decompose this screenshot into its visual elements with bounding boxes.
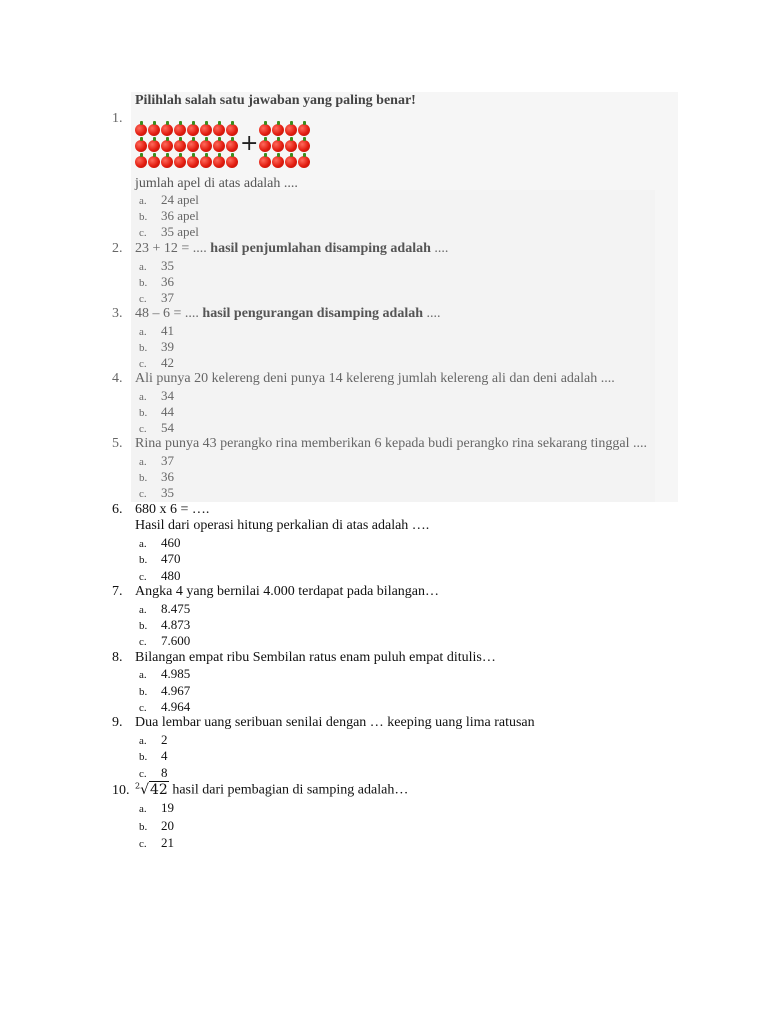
instructions-heading: Pilihlah salah satu jawaban yang paling benar! <box>135 93 416 108</box>
option-text: 36 apel <box>161 208 199 223</box>
option-letter: b. <box>139 751 148 763</box>
apple-icon <box>259 124 271 136</box>
question-number: 8. <box>112 650 123 665</box>
option-letter: c. <box>139 423 147 435</box>
apple-icon <box>298 156 310 168</box>
apple-icon <box>174 140 186 152</box>
question-text: Rina punya 43 perangko rina memberikan 6 kepada budi perangko rina sekarang tinggal .... <box>135 436 648 451</box>
option-b <box>139 208 199 224</box>
question-number: 7. <box>112 584 123 599</box>
option-text: 34 <box>161 388 174 403</box>
option-text: 8.475 <box>161 601 191 616</box>
option-c <box>139 765 168 781</box>
apple-icon <box>213 124 225 136</box>
apple-icon <box>272 124 284 136</box>
option-a <box>139 453 174 469</box>
apple-icon <box>200 124 212 136</box>
option-text: 36 <box>161 274 174 289</box>
option-a <box>139 388 174 404</box>
apple-icon <box>226 140 238 152</box>
question-3 <box>112 306 441 322</box>
question-number: 10. <box>112 782 130 798</box>
option-letter: b. <box>139 277 148 289</box>
option-letter: c. <box>139 636 147 648</box>
root-index: 2 <box>135 781 141 790</box>
question-6-subtext: Hasil dari operasi hitung perkalian di atas adalah …. <box>135 518 430 533</box>
apple-icon <box>285 156 297 168</box>
option-text: 2 <box>161 732 168 747</box>
question-bold-text: hasil penjumlahan disamping adalah <box>210 241 431 256</box>
option-b <box>139 404 174 420</box>
option-a <box>139 666 190 682</box>
option-a <box>139 800 174 816</box>
option-b <box>139 617 190 633</box>
option-c <box>139 633 190 649</box>
option-letter: b. <box>139 342 148 354</box>
option-c <box>139 568 181 584</box>
option-letter: c. <box>139 768 147 780</box>
option-c <box>139 420 174 436</box>
option-text: 37 <box>161 453 174 468</box>
option-text: 35 <box>161 258 174 273</box>
option-text: 35 <box>161 485 174 500</box>
option-b <box>139 551 181 567</box>
option-b <box>139 274 174 290</box>
apple-icon <box>226 124 238 136</box>
apple-icon <box>272 156 284 168</box>
root-value: 42 <box>150 781 168 798</box>
option-c <box>139 835 174 851</box>
question-text: 680 x 6 = …. <box>135 502 210 517</box>
apple-icon <box>161 140 173 152</box>
option-letter: a. <box>139 456 147 468</box>
option-text: 19 <box>161 800 174 815</box>
option-a <box>139 258 174 274</box>
apple-icon <box>272 140 284 152</box>
question-number: 6. <box>112 502 123 517</box>
question-number: 4. <box>112 371 123 386</box>
option-letter: b. <box>139 620 148 632</box>
question-1-text: jumlah apel di atas adalah .... <box>135 176 298 191</box>
apple-icon <box>174 156 186 168</box>
root-expression: $^2$√42 <box>135 781 168 798</box>
apple-icon <box>148 124 160 136</box>
option-letter: c. <box>139 488 147 500</box>
option-a <box>139 535 181 551</box>
option-letter: b. <box>139 554 148 566</box>
option-text: 480 <box>161 568 181 583</box>
option-letter: a. <box>139 538 147 550</box>
option-text: 21 <box>161 835 174 850</box>
question-text: Ali punya 20 kelereng deni punya 14 kelereng jumlah kelereng ali dan deni adalah .... <box>135 371 615 386</box>
option-text: 460 <box>161 535 181 550</box>
question-7 <box>112 584 439 600</box>
option-text: 4.985 <box>161 666 191 681</box>
option-b <box>139 748 168 764</box>
option-text: 36 <box>161 469 174 484</box>
option-c <box>139 224 199 240</box>
option-letter: a. <box>139 803 147 815</box>
question-text: hasil dari pembagian di samping adalah… <box>168 782 409 798</box>
option-b <box>139 339 174 355</box>
apple-icon <box>148 140 160 152</box>
option-c <box>139 290 174 306</box>
option-letter: a. <box>139 261 147 273</box>
question-number: 3. <box>112 306 123 321</box>
apple-icon <box>285 140 297 152</box>
option-b <box>139 469 174 485</box>
question-number: 5. <box>112 436 123 451</box>
option-text: 35 apel <box>161 224 199 239</box>
apple-icon <box>285 124 297 136</box>
option-text: 4.873 <box>161 617 191 632</box>
option-text: 41 <box>161 323 174 338</box>
option-text: 20 <box>161 818 174 833</box>
option-letter: b. <box>139 472 148 484</box>
question-5 <box>112 436 647 452</box>
apple-icon <box>187 156 199 168</box>
option-letter: c. <box>139 571 147 583</box>
option-letter: b. <box>139 407 148 419</box>
question-4 <box>112 371 615 387</box>
apple-icon <box>148 156 160 168</box>
option-c <box>139 699 190 715</box>
apple-icon <box>200 140 212 152</box>
plus-sign: + <box>240 131 259 156</box>
question-9 <box>112 715 535 731</box>
option-text: 54 <box>161 420 174 435</box>
option-letter: a. <box>139 669 147 681</box>
apple-icon <box>200 156 212 168</box>
option-letter: c. <box>139 838 147 850</box>
option-b <box>139 818 174 834</box>
apple-icon <box>213 156 225 168</box>
option-text: 4.964 <box>161 699 191 714</box>
question-tail: .... <box>430 241 449 256</box>
option-text: 24 apel <box>161 192 199 207</box>
option-text: 4.967 <box>161 683 191 698</box>
question-text: 48 – 6 = .... <box>135 306 203 321</box>
question-bold-text: hasil pengurangan disamping adalah <box>202 306 423 321</box>
question-text: 23 + 12 = .... <box>135 241 211 256</box>
option-text: 39 <box>161 339 174 354</box>
option-letter: c. <box>139 227 147 239</box>
option-letter: a. <box>139 391 147 403</box>
option-text: 8 <box>161 765 168 780</box>
apple-icon <box>161 124 173 136</box>
option-c <box>139 485 174 501</box>
option-letter: c. <box>139 702 147 714</box>
option-letter: a. <box>139 735 147 747</box>
option-text: 37 <box>161 290 174 305</box>
apple-icon <box>161 156 173 168</box>
option-a <box>139 192 199 208</box>
question-6 <box>112 502 209 518</box>
option-letter: c. <box>139 358 147 370</box>
apple-icon <box>298 140 310 152</box>
option-text: 44 <box>161 404 174 419</box>
question-2 <box>112 241 448 257</box>
question-text: Bilangan empat ribu Sembilan ratus enam puluh empat ditulis… <box>135 650 496 665</box>
option-c <box>139 355 174 371</box>
question-8 <box>112 650 496 666</box>
option-letter: a. <box>139 195 147 207</box>
option-letter: b. <box>139 821 148 833</box>
apple-icon <box>213 140 225 152</box>
apple-icon <box>187 124 199 136</box>
option-a <box>139 601 190 617</box>
option-text: 7.600 <box>161 633 191 648</box>
option-letter: b. <box>139 686 148 698</box>
apple-icon <box>259 140 271 152</box>
question-10 <box>112 781 408 799</box>
apple-icon <box>174 124 186 136</box>
option-a <box>139 732 168 748</box>
option-letter: a. <box>139 604 147 616</box>
apple-icon <box>135 156 147 168</box>
option-letter: b. <box>139 211 148 223</box>
apple-icon <box>298 124 310 136</box>
apple-icon <box>135 124 147 136</box>
option-a <box>139 323 174 339</box>
question-1 <box>112 111 135 127</box>
apple-icon <box>259 156 271 168</box>
question-number: 1. <box>112 111 123 126</box>
option-letter: c. <box>139 293 147 305</box>
apples-figure <box>135 121 315 173</box>
question-text: Dua lembar uang seribuan senilai dengan … keeping uang lima ratusan <box>135 715 535 730</box>
option-b <box>139 683 190 699</box>
option-text: 4 <box>161 748 168 763</box>
question-tail: .... <box>423 306 441 321</box>
option-text: 42 <box>161 355 174 370</box>
question-text: Angka 4 yang bernilai 4.000 terdapat pada bilangan… <box>135 584 440 599</box>
question-number: 9. <box>112 715 123 730</box>
option-letter: a. <box>139 326 147 338</box>
apple-icon <box>187 140 199 152</box>
option-text: 470 <box>161 551 181 566</box>
question-number: 2. <box>112 241 123 256</box>
apple-icon <box>226 156 238 168</box>
apple-icon <box>135 140 147 152</box>
